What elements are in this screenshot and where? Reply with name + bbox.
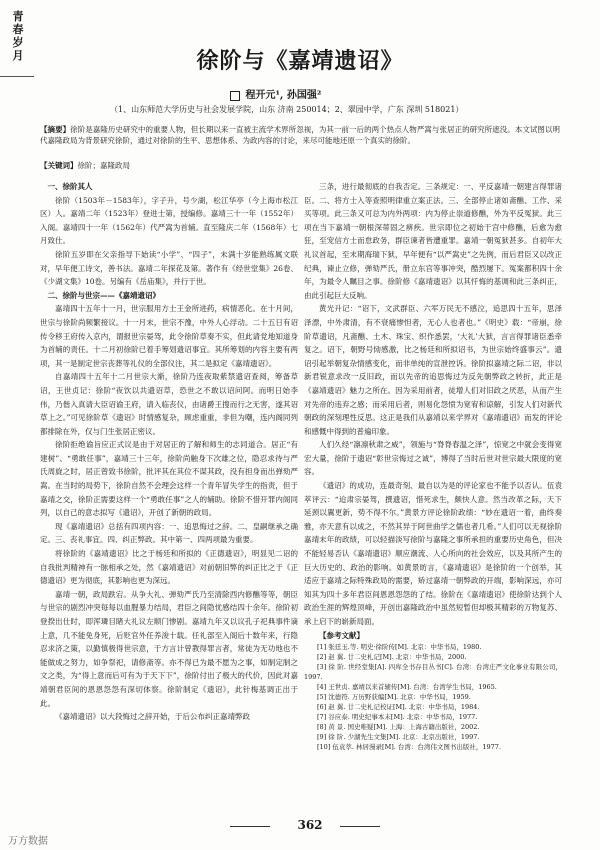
paragraph: 嘉靖四十五年十一月，世宗服用方士王金所进药，病情恶化。在十月间，世宗与徐阶尚频繁接议。十一月末，世宗不豫，中外人心浮动。二十五日有诏传令移王府传入京内，谓报世宗晏驾，此令徐阶草奏不实，但此请党地知道身为首辅的责任。十二月初徐阶已着手筹划遗诏事宜。其所筹划的内容主要有两项，其一是制定世宗丧葬等礼仪的全部仪注，其二是拟定《嘉靖遗诏》。: [40, 304, 298, 368]
paragraph: 黄光升记：“诏下，文武群臣、六军万民无不感泣，追思四十五年，思泽泽漂，中外肃清，有不衰痛惨怛者，无心人也者也。”《明史》载：“帝崩，徐阶草遗诏，凡斋醮、土木、珠宝、织作悉罢，‘大礼’大狱，言言得罪诸臣悉牵复之。诏下，朝野号恸感激，比之杨廷和所拟诏书，为世宗始终盛事云”。遗诏引起举朝复杂情感变化，而非单纯的宣泄控诉。徐阶拟嘉靖之际二诏，非以新君锐意求改一反旧政，而以先帝的追思悔过为反先朝弊政之转折，此正是《嘉靖遗诏》魅力之所在。因为采用前者，徒增人们对旧政之厌恶，从而产生对先帝的违弃之感；而采用后者，则易化怨愤为宽宥和谅解，引发人们对新代朝政的深刻理性反思。这正是我们从嘉靖以来学界对《嘉靖遗诏》而发的评论和感慨中得到的普遍印象。: [304, 304, 562, 436]
footer-ornament-right: [340, 826, 380, 827]
paragraph: 将徐阶的《嘉靖遗诏》比之于杨廷和所拟的《正德遗诏》，明显见二诏的自我批判精神有一脉相承之处，然《嘉靖遗诏》对前朝旧弊的纠正比之于《正德遗诏》更为彻底，其影响也更为深远。: [40, 549, 298, 586]
paragraph: 三条，进行最彻底的自我否定。三条规定：一、平反嘉靖一朝建言得罪诸臣。二、将方士入等查照明律重立案正法。三、全部停止诸如斋醮、工作、采买等项。此三条又可总为内外两项：内为停止崇道修醮，外为平反冤狱。此三项在当下嘉靖一朝根深蒂固之痹疾。世宗即位之初始于宫中修醮，后愈为愈狂，至宠信方士而怠政务，群臣谏者皆遭重罪。嘉靖一朝冤狱甚多。自初年大礼议首起，至末期海瑞下狱，早年便有“以严嵩史”之先例，而后君臣又以改正纪典，谏止立修，弹劾严氏，册立东宫等事冲突，酷烈屡下。冤案都积四十余年，为最令人瞩目之事。徐阶修《嘉靖遗诏》以其忏悔的基调和此三条纠正，由此引起巨大反响。: [304, 182, 562, 300]
abstract-text: 徐阶是嘉隆历史研究中的重要人物，但长期以来一直被主流学术界所忽视，为其一前一后的两个热点人物严嵩与张居正的研究所遮没。本文试图以明代嘉隆政局为背景研究徐阶，通过对徐阶的生平、思想体系、为政内容的讨论，来尽可能地还原一个真实的徐阶。: [40, 125, 561, 145]
page-number: 362: [297, 818, 323, 832]
keywords: [40, 160, 560, 171]
keywords-label: 【关键词】: [40, 161, 78, 170]
paragraph: 《遗诏》的成功，连最奇刻、最自以为是的评论家也不能予以否认。伍袁萃评云：“迨肃宗晏驾，撰遗诏，惜死求生，颇快人意。然当改革之际，天下延颈以翼更新，势不得不尔。”黄景方评论徐阶政绩：“妙在遗诏一着，曲终奏雅，亦天意有以成之，不然其异于阿世曲学之儒也者几希。”人们可以无视徐阶嘉靖末年的政绩，可以轻描淡写徐阶与嘉隆之事所承担的重要历史角色，但决不能轻易否认《嘉靖遗诏》顺应潮流、人心所向的社会效应，以及其所产生的巨大历史的、政治的影响。如黄景昉言，《嘉靖遗诏》是徐阶的一个创举，其适应于嘉靖之际特殊政局的需要，矫过嘉靖一朝弊政的开端，影响深远，亦可知其为四十多年君臣间恩恩怨怨的了结。徐阶在《嘉靖遗诏》使徐阶达到个人政治生涯的辉煌顶峰，开创出嘉隆政治中虽然短暂但却极其精彩的万物复苏、承上启下的崭新局面。: [304, 481, 562, 626]
keywords-text: 徐阶；嘉隆政局: [77, 161, 130, 170]
section-divider: [0, 76, 34, 77]
paragraph: 徐阶拒绝谕旨应正式议是由于对居正的了解和师生的志同道合。居正“有建树”、“勇敢任事”，嘉靖三十三年，徐阶尚触身下次雄之位，隐忍求待与严氏周旋之时，居正曾致书徐阶，批评其在其位不谋其政，没有担身而出弹劾严嵩。在当时的局势下，徐阶自然不会理会这样一个青年冒失学生的指责，但于嘉靖之交，徐阶正需要这样一个“勇敢任事”之人的辅助。徐阶不惜开罪内阁同列，以自己的意志拟写《遗诏》，开创了新朝的政局。: [40, 440, 298, 518]
reference-item: [4] 王世贞. 嘉靖以来首辅传[M]. 台湾：台湾学生书局，1965.: [317, 683, 497, 692]
abstract-label: 【摘要】: [40, 125, 71, 134]
watermark: 万方数据: [8, 836, 48, 847]
article-title: 徐阶与《嘉靖遗诏》: [196, 48, 404, 74]
section-label-char: 岁: [12, 36, 24, 49]
left-column: [40, 180, 298, 780]
section-heading: 一、徐阶其人: [47, 182, 93, 191]
reference-item: [7] 谷应泰. 明史纪事本末[M]. 北京：中华书局，1977.: [317, 713, 478, 722]
section-label-char: 春: [12, 23, 24, 36]
section-label-char: 青: [12, 10, 24, 23]
abstract: [40, 124, 560, 146]
paragraph: 徐阶（1503年－1583年），字子升，号少湖，松江华亭（今上海市松江区）人。嘉靖二年（1523年）登进士第，授编修。嘉靖三十一年（1552年）入阁。嘉靖四十一年（1562年）代严嵩为首辅。直至隆庆二年（1568年）七月致仕。: [40, 195, 298, 246]
references-title: 【参考文献】: [319, 630, 364, 640]
footer-ornament-left: [230, 826, 270, 827]
paragraph: 现《嘉靖遗诏》总括有四项内容：一、追思悔过之辞。二、皇嗣继承之确定。三、丧礼事宜。四、纠正弊政。其中第一、四两项最为重要。: [40, 521, 298, 545]
author-line: [230, 86, 430, 101]
reference-item: [5] 沈德符. 万历野获编[M]. 北京：中华书局，1959.: [317, 693, 471, 702]
reference-item: [10] 伍袁萃. 林居漫录[M]. 台湾：台湾伟文图书出版社，1977.: [317, 743, 502, 752]
section-heading: 二、徐阶与世宗——《嘉靖遗诏》: [47, 290, 160, 300]
paragraph: 人们久经“凛凛秋肃之威”，领施与“脊脊春温之泽”，惊宽之中就会变得宽宏大量，徐阶于遗诏“彰世宗悔过之诚”，博得了当时后世对世宗最大限度的宽容。: [304, 440, 562, 477]
paragraph: 嘉靖一朝，政局跌宕。从争大礼、弹劾严氏乃至清除西内修醮等等，朝臣与世宗的剧烈冲突每每以血腥暴力结局，君臣之间隐忧感结四十余年。徐阶初登揆出仕时，即浑璘目睹大礼议左顺门惨剧。嘉靖九年又以议孔子祀典事件谪上意，几不能免身死，后贬官外任养浚十载。任礼部至入阁后十数年来，行隐忍求济之策，以勤慎极得世宗意，于方言计曾教得罪言者，常徒为无功地也不能做成之努力，如争祭祀，请修斋等。亦不得已为最不愿为之事，如制定制之文之类，为“得上意而后可有为于天下下”，徐阶付出了极大的代价，因此对嘉靖朝君臣间的恩恩怨怨有深切体察。徐阶制定《遗诏》，此针梅基调正出于此。: [40, 589, 298, 708]
reference-item: [1] 张廷玉.等. 明史·徐阶传[M]. 北京：中华书局，1980.: [317, 643, 482, 652]
section-label-char: 月: [12, 49, 24, 62]
paragraph: 《嘉靖遗诏》以大段悔过之辞开始，于后公布纠正嘉靖弊政: [55, 712, 250, 722]
reference-item: [9] 徐 阶. 少湖先生文集[M]. 北京：北京出版社，1997.: [317, 733, 480, 742]
paragraph: 自嘉靖四十五年十二月世宗大渐，徐阶乃连夜取紫禁遗诏查阅，筹备草诏，王世贞记：徐阶“夜饮以共遗诏草，恐世之不敢以诏问阿。而明日始李伟，乃偕入真请大臣诏谕王府，请入临丧仪，由诸爵王搜而行之无害，遂其诏草上之。”可见徐阶草《遗诏》时情感复杂，顾虑重重，非但为嘲，连内阁同列都排除在外，仅与门生张居正密议。: [40, 372, 298, 436]
reference-item: [8] 黄 景. 国史唯疑[M]. 上海：上海古籍出版社，2002.: [317, 723, 480, 732]
reference-item: [3] 徐 阶. 世经堂集[A]. 四库全书存目丛书[C]. 台湾：台湾庄严文化事业有限公司，1997.: [304, 663, 562, 682]
affiliation: （1、山东师范大学历史与社会发展学院，山东 济南 250014；2、翠园中学，广东 深圳 518021）: [110, 105, 464, 114]
author-box-icon: [230, 91, 240, 101]
right-column: [304, 180, 562, 800]
paragraph: 徐阶五岁即在父亲指导下始读“小学”、“四子”，未满十岁能熟练属文联对，早年便工诗文，善书法。嘉靖二年探花及第。著作有《经世堂集》26卷、《少湖文集》10卷。另编有《岳庙集》，并行于世。: [40, 249, 298, 287]
authors: 程开元¹, 孙国强²: [245, 90, 322, 101]
reference-item: [2] 赵 翼. 廿二史札记[M]. 北京：中华书局，2000.: [317, 653, 467, 662]
reference-item: [6] 赵 翼. 廿二史札记校证[M]. 北京：中华书局，1984.: [317, 703, 480, 712]
